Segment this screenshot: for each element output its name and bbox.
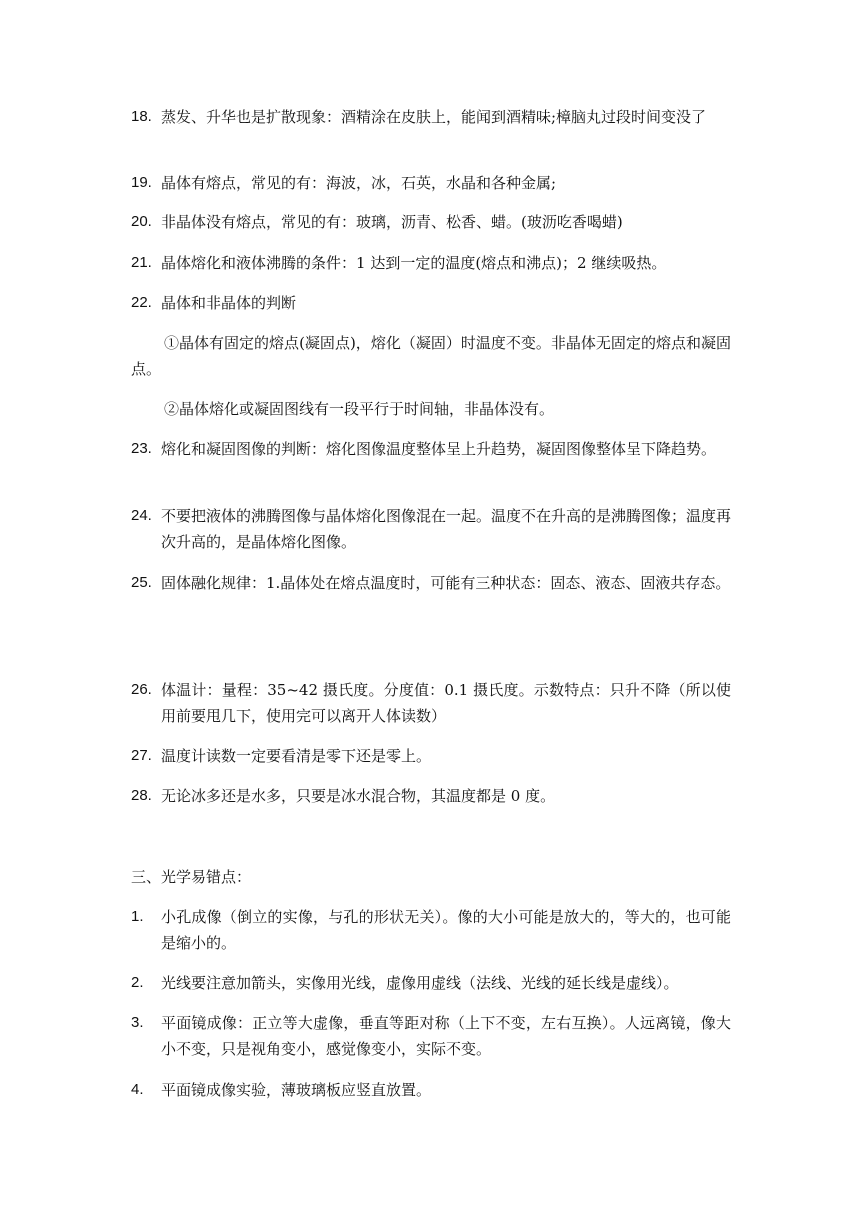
item-text: 晶体有熔点，常见的有：海波，冰，石英，水晶和各种金属; — [161, 174, 557, 192]
list-item — [131, 677, 731, 729]
item-text: 非晶体没有熔点，常见的有：玻璃，沥青、松香、蜡。(玻沥吃香喝蜡) — [161, 213, 623, 231]
item-number: 4. — [131, 1081, 144, 1098]
list-item — [131, 570, 731, 596]
item-number: 23. — [131, 440, 152, 457]
item-number: 22. — [131, 294, 152, 311]
list-item — [131, 1010, 731, 1062]
item-number: 27. — [131, 747, 152, 764]
item-number: 1. — [131, 908, 144, 925]
item-number: 20. — [131, 213, 152, 230]
item-text: 熔化和凝固图像的判断：熔化图像温度整体呈上升趋势，凝固图像整体呈下降趋势。 — [161, 440, 717, 458]
item-number: 2. — [131, 974, 144, 991]
item-text: 无论冰多还是水多，只要是冰水混合物，其温度都是 0 度。 — [161, 787, 556, 805]
item-text: 体温计：量程：35~42 摄氏度。分度值：0.1 摄氏度。示数特点：只升不降（所以使用前要甩几下，使用完可以离开人体读数） — [161, 681, 731, 725]
list-item — [131, 250, 731, 276]
item-text: 固体融化规律：1.晶体处在熔点温度时，可能有三种状态：固态、液态、固液共存态。 — [161, 574, 731, 592]
item-text: 晶体熔化和液体沸腾的条件：1 达到一定的温度(熔点和沸点)；2 继续吸热。 — [161, 254, 667, 272]
item-number: 24. — [131, 507, 152, 524]
item-number: 3. — [131, 1014, 144, 1031]
item-number: 28. — [131, 787, 152, 804]
list-item — [131, 1077, 731, 1103]
list-item — [131, 290, 731, 316]
item-text: 小孔成像（倒立的实像，与孔的形状无关）。像的大小可能是放大的，等大的，也可能是缩小的。 — [161, 908, 731, 952]
item-text: 平面镜成像：正立等大虚像，垂直等距对称（上下不变，左右互换）。人远离镜，像大小不变，只是视角变小，感觉像变小，实际不变。 — [161, 1014, 731, 1058]
list-item — [131, 170, 731, 196]
item-text: 不要把液体的沸腾图像与晶体熔化图像混在一起。温度不在升高的是沸腾图像；温度再次升高的，是晶体熔化图像。 — [161, 507, 732, 551]
list-item — [131, 783, 731, 809]
sub-point: ①晶体有固定的熔点(凝固点)，熔化（凝固）时温度不变。非晶体无固定的熔点和凝固点。 — [131, 334, 731, 378]
item-number: 19. — [131, 174, 152, 191]
item-number: 26. — [131, 681, 152, 698]
item-number: 21. — [131, 254, 152, 271]
item-text: 蒸发、升华也是扩散现象：酒精涂在皮肤上，能闻到酒精味;樟脑丸过段时间变没了 — [161, 108, 707, 126]
list-item — [131, 970, 731, 996]
sub-point: ②晶体熔化或凝固图线有一段平行于时间轴，非晶体没有。 — [164, 400, 555, 418]
list-item — [131, 436, 731, 462]
item-text: 温度计读数一定要看清是零下还是零上。 — [161, 747, 432, 765]
item-number: 18. — [131, 108, 152, 125]
item-text: 晶体和非晶体的判断 — [161, 294, 297, 312]
section-heading: 三、光学易错点： — [131, 868, 252, 886]
list-item — [131, 503, 731, 555]
item-number: 25. — [131, 574, 152, 591]
item-text: 平面镜成像实验，薄玻璃板应竖直放置。 — [161, 1081, 432, 1099]
list-item — [131, 743, 731, 769]
item-text: 光线要注意加箭头，实像用光线，虚像用虚线（法线、光线的延长线是虚线）。 — [161, 974, 679, 992]
list-item — [131, 904, 731, 956]
list-item — [131, 104, 731, 130]
list-item — [131, 209, 731, 235]
